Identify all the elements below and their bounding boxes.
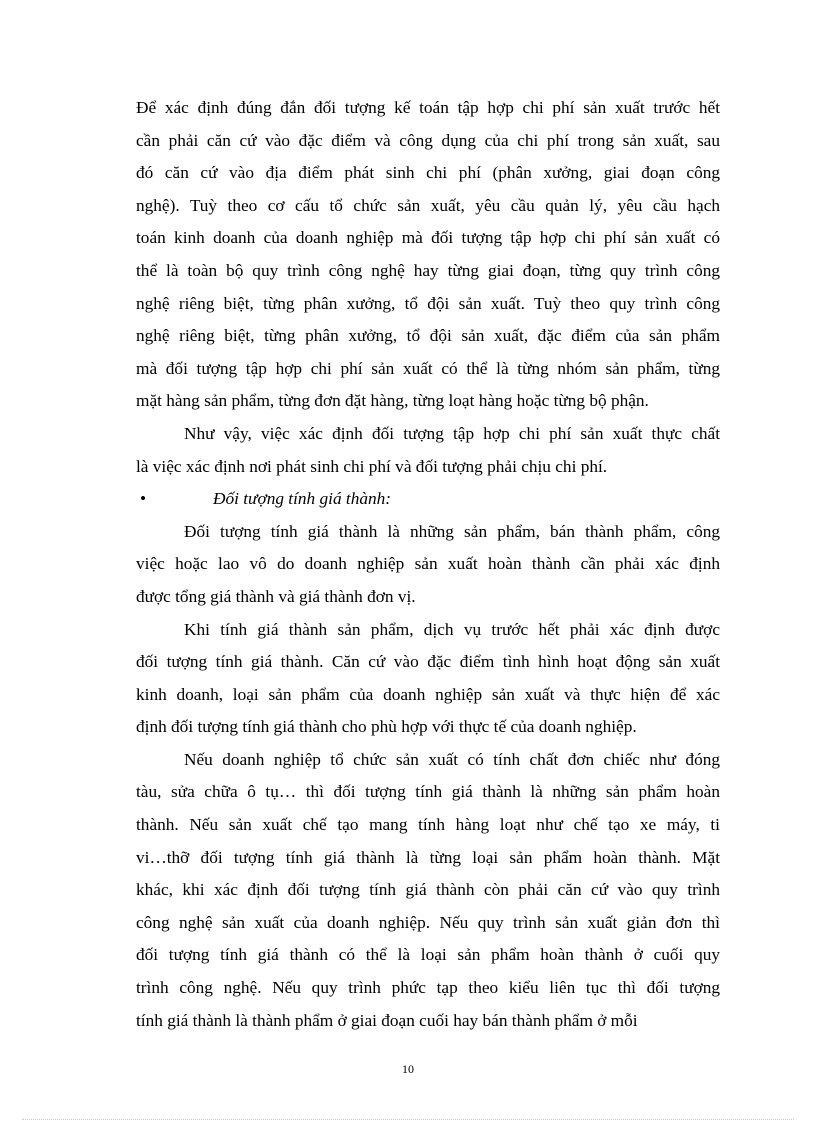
text-line: Để xác định đúng đắn đối tượng kế toán tập hợp chi phí sản xuất trước hết (136, 98, 720, 117)
text-line: kinh doanh, loại sản phẩm của doanh nghiệp sản xuất và thực hiện để xác (136, 684, 720, 704)
page-number: 10 (402, 1062, 414, 1076)
text-line: đó căn cứ vào địa điểm phát sinh chi phí (phân xưởng, giai đoạn công (136, 163, 720, 183)
text-line: tàu, sửa chữa ô tụ… thì đối tượng tính giá thành là những sản phẩm hoàn (136, 782, 720, 802)
text-line: định đối tượng tính giá thành cho phù hợp với thực tế của doanh nghiệp. (136, 717, 637, 737)
text-line: Khi tính giá thành sản phẩm, dịch vụ trước hết phải xác định được (184, 619, 720, 639)
text-line: nghệ riêng biệt, từng phân xưởng, tổ đội sản xuất. Tuỳ theo quy trình công (136, 293, 720, 313)
text-line: Đối tượng tính giá thành là những sản phẩm, bán thành phẩm, công (184, 521, 720, 541)
text-line: đối tượng tính giá thành có thể là loại sản phẩm hoàn thành ở cuối quy (136, 945, 720, 965)
section-heading: Đối tượng tính giá thành: (213, 489, 392, 509)
text-line: việc hoặc lao vô do doanh nghiệp sản xuất hoàn thành cần phải xác định (136, 554, 720, 574)
paragraph-1 (136, 92, 720, 418)
text-line: cần phải căn cứ vào đặc điểm và công dụng của chi phí trong sản xuất, sau (136, 130, 720, 150)
paragraph-2 (136, 418, 720, 483)
text-line: đối tượng tính giá thành. Căn cứ vào đặc điểm tình hình hoạt động sản xuất (136, 652, 720, 672)
paragraph-3 (136, 516, 720, 614)
text-line: là việc xác định nơi phát sinh chi phí và đối tượng phải chịu chi phí. (136, 456, 608, 476)
text-line: thành. Nếu sản xuất chế tạo mang tính hàng loạt như chế tạo xe máy, ti (136, 815, 720, 835)
text-line: Như vậy, việc xác định đối tượng tập hợp chi phí sản xuất thực chất (184, 423, 720, 443)
text-line: công nghệ sản xuất của doanh nghiệp. Nếu quy trình sản xuất giản đơn thì (136, 912, 720, 932)
document-body (136, 92, 720, 1037)
text-line: nghệ riêng biệt, từng phân xưởng, tổ đội sản xuất, đặc điểm của sản phẩm (136, 326, 720, 346)
text-line: toán kinh doanh của doanh nghiệp mà đối tượng tập hợp chi phí sản xuất có (136, 228, 720, 248)
bullet-item (136, 483, 720, 516)
text-line: khác, khi xác định đối tượng tính giá thành còn phải căn cứ vào quy trình (136, 880, 720, 900)
bullet-dot-icon: • (139, 489, 147, 509)
text-line: được tổng giá thành và giá thành đơn vị. (136, 586, 416, 606)
text-line: trình công nghệ. Nếu quy trình phức tạp theo kiểu liên tục thì đối tượng (136, 978, 720, 998)
text-line: thể là toàn bộ quy trình công nghệ hay từng giai đoạn, từng quy trình công (136, 260, 720, 280)
page-bottom-divider (22, 1119, 794, 1120)
text-line: mặt hàng sản phẩm, từng đơn đặt hàng, từng loạt hàng hoặc từng bộ phận. (136, 391, 649, 411)
text-line: nghệ). Tuỳ theo cơ cấu tổ chức sản xuất, yêu cầu quản lý, yêu cầu hạch (136, 195, 720, 215)
text-line: tính giá thành là thành phẩm ở giai đoạn cuối hay bán thành phẩm ở mỗi (136, 1010, 638, 1030)
text-line: vi…thỡ đối tượng tính giá thành là từng loại sản phẩm hoàn thành. Mặt (136, 847, 720, 867)
paragraph-4 (136, 614, 720, 744)
paragraph-5 (136, 744, 720, 1037)
text-line: mà đối tượng tập hợp chi phí sản xuất có thể là từng nhóm sản phẩm, từng (136, 358, 720, 378)
text-line: Nếu doanh nghiệp tổ chức sản xuất có tính chất đơn chiếc như đóng (184, 749, 720, 769)
